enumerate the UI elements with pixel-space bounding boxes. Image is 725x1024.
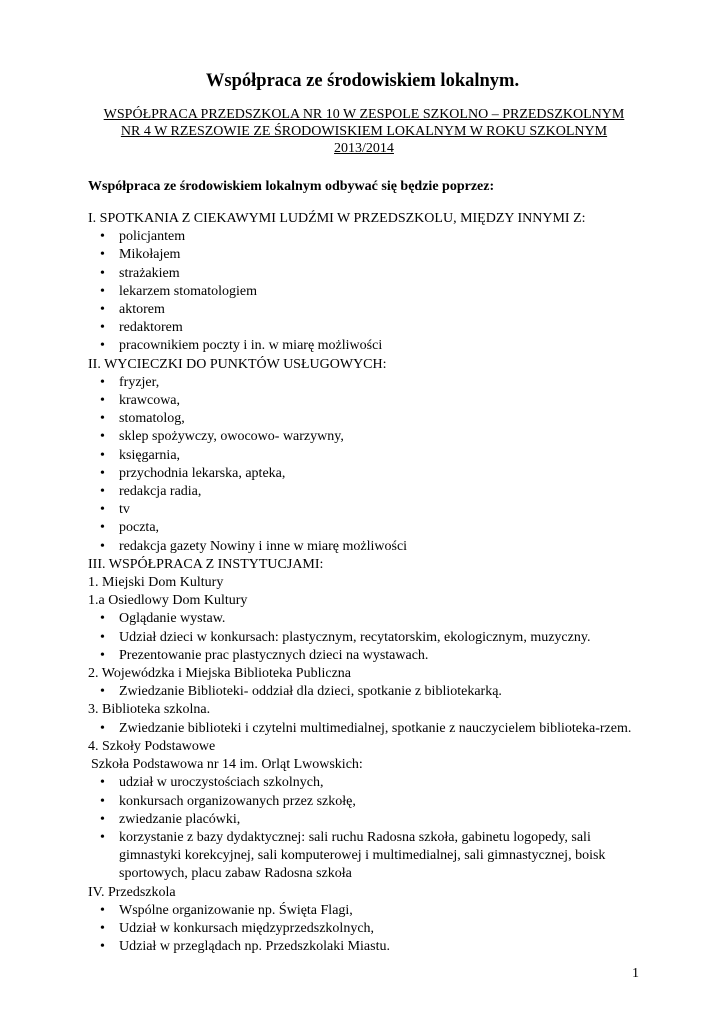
- list-item: • lekarzem stomatologiem: [88, 283, 640, 301]
- list-item: • korzystanie z bazy dydaktycznej: sali ruchu Radosna szkoła, gabinetu logopedy, sali gimnastyki korekcyjnej, sali komputerowej i multimedialnej, sali gimnastycznej, boisk sportowych, placu zabaw Radosna szkoła: [88, 829, 640, 884]
- institution-heading: 4. Szkoły Podstawowe: [88, 738, 216, 754]
- section-heading: I. SPOTKANIA Z CIEKAWYMI LUDŹMI W PRZEDSZKOLU, MIĘDZY INNYMI Z:: [88, 211, 586, 226]
- list-item: • pracownikiem poczty i in. w miarę możliwości: [88, 337, 640, 355]
- list-item: • redakcja radia,: [88, 483, 640, 501]
- page-number: 1: [632, 966, 639, 981]
- list-item: • Zwiedzanie Biblioteki- oddział dla dzieci, spotkanie z bibliotekarką.: [88, 683, 640, 701]
- list-item: • Udział w przeglądach np. Przedszkolaki Miastu.: [88, 938, 640, 956]
- list-item: • redaktorem: [88, 319, 640, 337]
- list-item: • Mikołajem: [88, 246, 640, 264]
- list-item: • przychodnia lekarska, apteka,: [88, 465, 640, 483]
- bullet-list: [88, 683, 640, 701]
- list-item: • Udział w konkursach międzyprzedszkolnych,: [88, 920, 640, 938]
- list-item: • zwiedzanie placówki,: [88, 811, 640, 829]
- list-item: • księgarnia,: [88, 447, 640, 465]
- bullet-list: [88, 374, 640, 556]
- list-item: • Oglądanie wystaw.: [88, 610, 640, 628]
- bullet-list: [88, 720, 640, 738]
- list-item: • Udział dzieci w konkursach: plastycznym, recytatorskim, ekologicznym, muzyczny.: [88, 629, 640, 647]
- bullet-list: [88, 228, 640, 355]
- list-item: • redakcja gazety Nowiny i inne w miarę możliwości: [88, 538, 640, 556]
- list-item: • Zwiedzanie biblioteki i czytelni multimedialnej, spotkanie z nauczycielem biblioteka-rzem.: [88, 720, 640, 738]
- list-item: • aktorem: [88, 301, 640, 319]
- document-body: [88, 210, 640, 956]
- page-title: Współpraca ze środowiskiem lokalnym.: [205, 71, 520, 91]
- section-heading: III. WSPÓŁPRACA Z INSTYTUCJAMI:: [88, 556, 324, 572]
- intro-text: Współpraca ze środowiskiem lokalnym odbywać się będzie poprzez:: [88, 179, 495, 194]
- section-heading: IV. Przedszkola: [88, 884, 176, 900]
- subtitle-line: 2013/2014: [334, 141, 394, 156]
- institution-subheading: Szkoła Podstawowa nr 14 im. Orląt Lwowskich:: [91, 757, 363, 773]
- institution-heading: 1.a Osiedlowy Dom Kultury: [88, 593, 248, 609]
- list-item: • policjantem: [88, 228, 640, 246]
- list-item: • fryzjer,: [88, 374, 640, 392]
- list-item: • poczta,: [88, 519, 640, 537]
- list-item: • Prezentowanie prac plastycznych dzieci na wystawach.: [88, 647, 640, 665]
- list-item: • udział w uroczystościach szkolnych,: [88, 774, 640, 792]
- list-item: • stomatolog,: [88, 410, 640, 428]
- section-heading: II. WYCIECZKI DO PUNKTÓW USŁUGOWYCH:: [88, 356, 387, 372]
- list-item: • konkursach organizowanych przez szkołę,: [88, 793, 640, 811]
- list-item: • sklep spożywczy, owocowo- warzywny,: [88, 428, 640, 446]
- institution-heading: 2. Wojewódzka i Miejska Biblioteka Publiczna: [88, 666, 352, 682]
- subtitle-line: NR 4 W RZESZOWIE ZE ŚRODOWISKIEM LOKALNYM W ROKU SZKOLNYM: [120, 124, 608, 139]
- bullet-list: [88, 774, 640, 883]
- institution-heading: 3. Biblioteka szkolna.: [88, 702, 211, 718]
- subtitle-line: WSPÓŁPRACA PRZEDSZKOLA NR 10 W ZESPOLE SZKOLNO – PRZEDSZKOLNYM: [103, 107, 625, 122]
- list-item: • krawcowa,: [88, 392, 640, 410]
- list-item: • Wspólne organizowanie np. Święta Flagi,: [88, 902, 640, 920]
- bullet-list: [88, 610, 640, 665]
- document-subtitle: [88, 106, 640, 157]
- list-item: • tv: [88, 501, 640, 519]
- bullet-list: [88, 902, 640, 957]
- list-item: • strażakiem: [88, 265, 640, 283]
- institution-heading: 1. Miejski Dom Kultury: [88, 575, 224, 591]
